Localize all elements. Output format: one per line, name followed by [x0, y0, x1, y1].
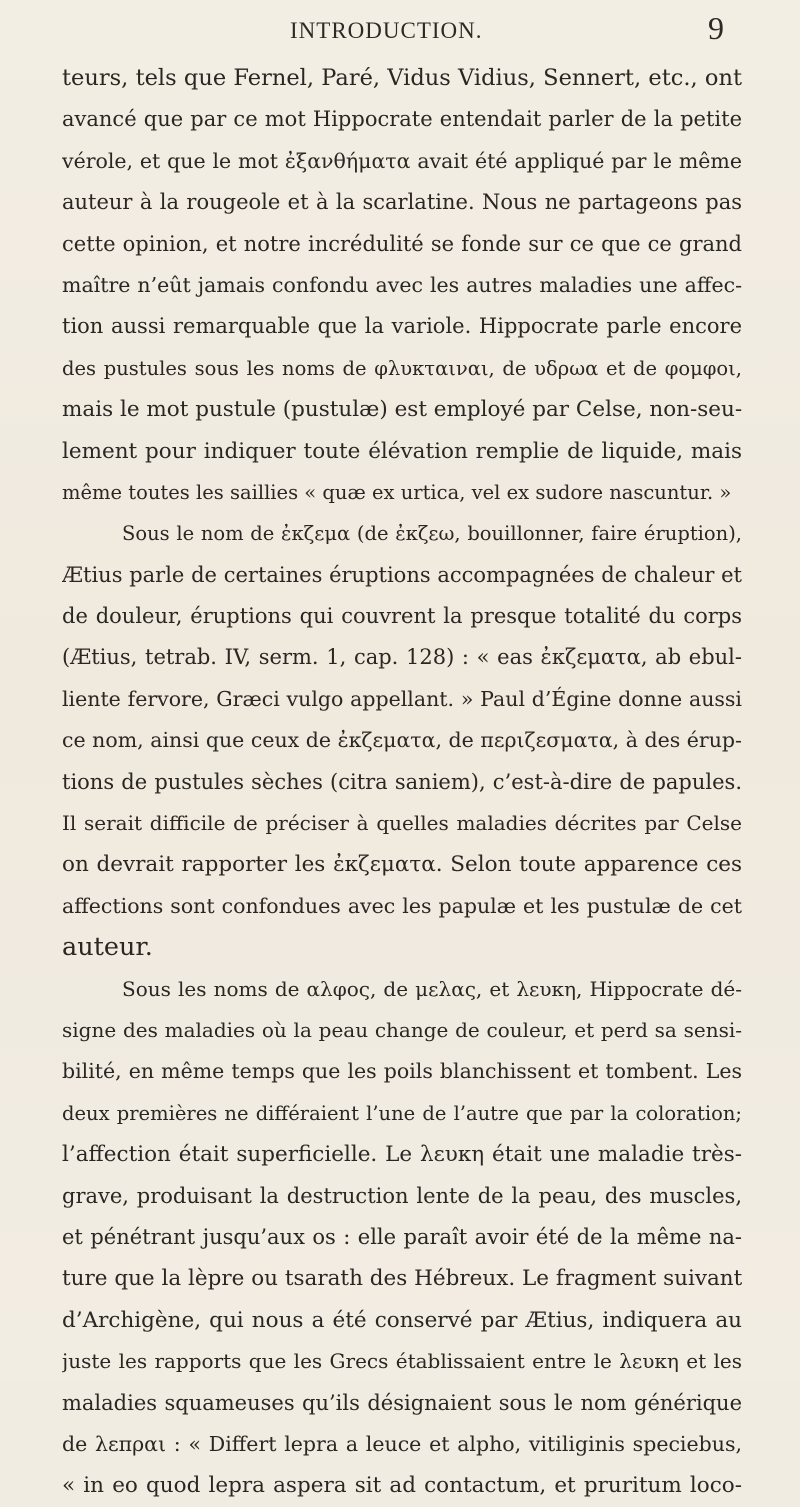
- text-line: ture que la lèpre ou tsarath des Hébreux. Le fragment suivant: [62, 1266, 742, 1292]
- text-line: Il serait difficile de préciser à quelles maladies décrites par Celse: [62, 811, 742, 836]
- text-line: affections sont confondues avec les papulæ et les pustulæ de cet: [62, 893, 742, 918]
- text-line: Sous les noms de αλφος, de μελας, et λευκη, Hippocrate dé-: [122, 976, 742, 1001]
- page-number: 9: [708, 10, 724, 46]
- text-line: deux premières ne différaient l’une de l’autre que par la coloration;: [62, 1101, 742, 1125]
- text-line: « in eo quod lepra aspera sit ad contactum, et pruritum loco-: [62, 1473, 742, 1499]
- text-line: Sous le nom de ἐκζεμα (de ἐκζεω, bouillonner, faire éruption),: [122, 522, 742, 546]
- text-line: des pustules sous les noms de φλυκταιναι, de υδρωα et de φομφοι,: [62, 356, 742, 380]
- text-line: juste les rapports que les Grecs établissaient entre le λευκη et les: [62, 1349, 742, 1374]
- text-line: de λεπραι : « Differt lepra a leuce et alpho, vitiliginis speciebus,: [62, 1431, 742, 1456]
- text-line: mais le mot pustule (pustulæ) est employé par Celse, non-seu-: [62, 397, 742, 423]
- text-line: cette opinion, et notre incrédulité se fonde sur ce que ce grand: [62, 231, 742, 256]
- text-line: maladies squameuses qu’ils désignaient sous le nom générique: [62, 1390, 742, 1415]
- text-line: signe des maladies où la peau change de couleur, et perd sa sensi-: [62, 1017, 742, 1042]
- text-line: tion aussi remarquable que la variole. Hippocrate parle encore: [62, 314, 742, 339]
- text-line: on devrait rapporter les ἐκζεματα. Selon toute apparence ces: [62, 852, 742, 878]
- text-line: teurs, tels que Fernel, Paré, Vidus Vidius, Sennert, etc., ont: [62, 65, 742, 91]
- text-line: même toutes les saillies « quæ ex urtica, vel ex sudore nascuntur. »: [62, 480, 732, 504]
- text-line: (Ætius, tetrab. IV, serm. 1, cap. 128) : « eas ἐκζεματα, ab ebul-: [62, 645, 742, 670]
- body-text: [62, 58, 742, 1507]
- text-line: bilité, en même temps que les poils blanchissent et tombent. Les: [62, 1059, 742, 1084]
- text-line: grave, produisant la destruction lente de la peau, des muscles,: [62, 1183, 742, 1208]
- text-line: de douleur, éruptions qui couvrent la presque totalité du corps: [62, 604, 742, 629]
- text-line: ce nom, ainsi que ceux de ἐκζεματα, de περιζεσματα, à des érup-: [62, 728, 742, 753]
- running-title: INTRODUCTION.: [290, 18, 483, 43]
- text-line: l’affection était superficielle. Le λευκη était une maladie très-: [62, 1142, 742, 1168]
- text-line: maître n’eût jamais confondu avec les autres maladies une affec-: [62, 272, 742, 297]
- text-line: auteur.: [62, 932, 153, 963]
- text-line: tions de pustules sèches (citra saniem), c’est-à-dire de papules.: [62, 769, 742, 794]
- text-line: Ætius parle de certaines éruptions accompagnées de chaleur et: [62, 562, 742, 587]
- text-line: lement pour indiquer toute élévation remplie de liquide, mais: [62, 438, 742, 464]
- text-line: et pénétrant jusqu’aux os : elle paraît avoir été de la même na-: [62, 1224, 742, 1249]
- text-line: auteur à la rougeole et à la scarlatine. Nous ne partageons pas: [62, 190, 742, 215]
- text-line: vérole, et que le mot ἐξανθήματα avait été appliqué par le même: [62, 148, 742, 173]
- text-line: avancé que par ce mot Hippocrate entendait parler de la petite: [62, 107, 742, 132]
- text-line: liente fervore, Græci vulgo appellant. » Paul d’Égine donne aussi: [62, 686, 742, 711]
- text-line: d’Archigène, qui nous a été conservé par Ætius, indiquera au: [62, 1307, 742, 1333]
